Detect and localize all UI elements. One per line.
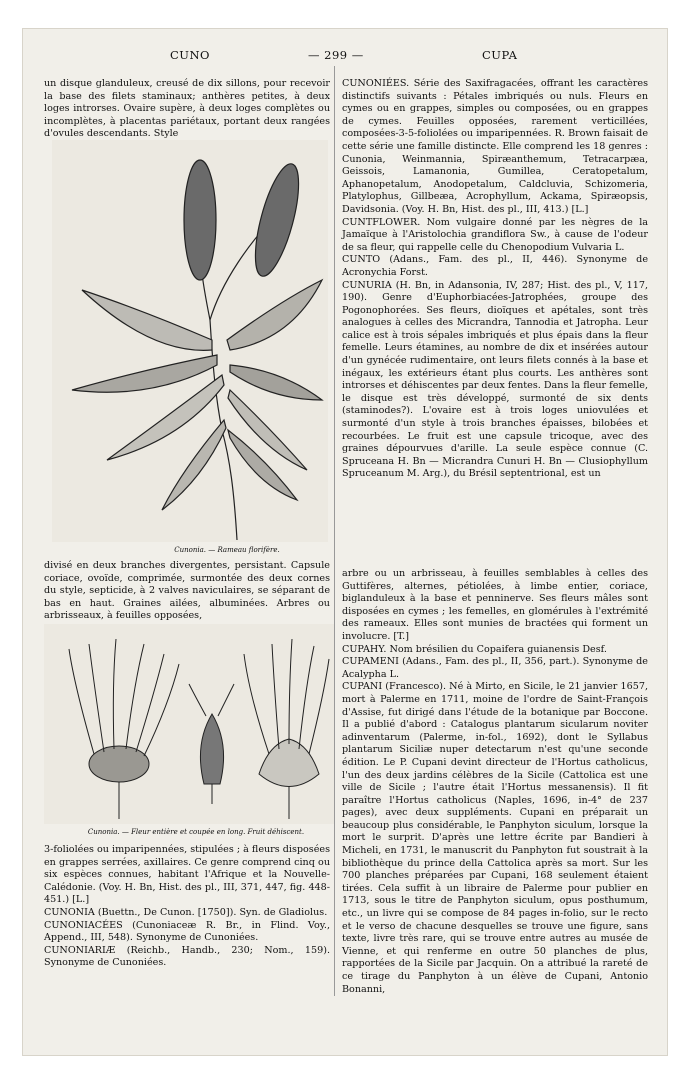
flower-illustration <box>44 624 334 824</box>
branch-illustration <box>52 140 328 542</box>
figure2-caption: Cunonia. — Fleur entière et coupée en long. Fruit déhiscent. <box>87 828 305 836</box>
book-page <box>22 28 668 1056</box>
left-top-text: un disque glanduleux, creusé de dix sillons, pour recevoir la base des filets staminaux; anthères petites, à deux loges introrses. Ovaire supère, à deux loges complètes ou incomplètes, à placentas pariétaux, portant deux rangées d'ovules descendants. Style <box>44 78 330 140</box>
figure1-caption: Cunonia. — Rameau florifère. <box>174 546 280 554</box>
left-bottom-text: 3-foliolées ou imparipennées, stipulées ; à fleurs disposées en grappes serrées, axillaires. Ce genre comprend cinq ou six espèces connues, habitant l'Afrique et la Nouvelle-Calédonie. (Voy. H. Bn, Hist. des pl., III, 371, 447, fig. 448-451.) [L.] CUNONIA (Buettn., De Cunon. [1750]). Syn. de Gladiolus. CUNONIACÉES (Cunoniaceæ R. Br., in Flind. Voy., Append., III, 548). Synonyme de Cunoniées. CUNONIARIÆ (Reichb., Handb., 230; Nom., 159). Synonyme de Cunoniées. <box>44 844 330 969</box>
running-header <box>22 48 668 66</box>
header-left: CUNO <box>170 48 210 62</box>
right-top-text: CUNONIÉES. Série des Saxifragacées, offrant les caractères distinctifs suivants : Pétales imbriqués ou nuls. Fleurs en cymes ou en grappes, simples ou composées, ou en grappes de cymes. Feuilles opposées, rarement verticillées, composées-3-5-foliolées ou imparipennées. R. Brown faisait de cette série une famille distincte. Elle comprend les 18 genres : Cunonia, Weinmannia, Spiræanthemum, Tetracarpæa, Geissois, Lamanonia, Gumillea, Ceratopetalum, Aphanopetalum, Anodopetalum, Caldcluvia, Schizomeria, Platylophus, Gillbeæa, Acrophyllum, Ackama, Spiræopsis, Davidsonia. (Voy. H. Bn, Hist. des pl., III, 413.) [L.] CUNTFLOWER. Nom vulgaire donné par les nègres de la Jamaïque à l'Aristolochia grandiflora Sw., à cause de l'odeur de sa fleur, qui rappelle celle du Chenopodium Vulvaria L. CUNTO (Adans., Fam. des pl., II, 446). Synonyme de Acronychia Forst. CUNURIA (H. Bn, in Adansonia, IV, 287; Hist. des pl., V, 117, 190). Genre d'Euphorbiacées-Jatrophées, groupe des Pogonophorées. Ses fleurs, dioïques et apétales, sont très analogues à celles des Micrandra, Tannodia et Jatropha. Leur calice est à trois sépales imbriqués et plus épais dans la fleur femelle. Leurs étamines, au nombre de dix et insérées autour d'un gynécée rudimentaire, ont leurs filets connés à la base et inégaux, les extérieurs étant plus courts. Les anthères sont introrses et déhiscentes par deux fentes. Dans la fleur femelle, le disque est très développé, surmonté de six dents (staminodes?). L'ovaire est à trois loges uniovulées et surmonté d'un style à trois branches épaisses, bilobées et recourbées. Le fruit est une capsule tricoque, avec des graines dépourvues d'arille. La seule espèce connue (C. Spruceana H. Bn — Micrandra Cunuri H. Bn — Clusiophyllum Spruceanum M. Arg.), du Brésil septentrional, est un <box>342 78 649 480</box>
right-bottom-text: arbre ou un arbrisseau, à feuilles semblables à celles des Guttifères, alternes, pétiolées, à limbe entier, coriace, biglanduleux à la base et penninerve. Ses fleurs mâles sont disposées en cymes ; les femelles, en glomérules à l'extrémité des rameaux. Elles sont munies de bractées qui forment un involucre. [T.] CUPAHY. Nom brésilien du Copaifera guianensis Desf. CUPAMENI (Adans., Fam. des pl., II, 356, part.). Synonyme de Acalypha L. CUPANI (Francesco). Né à Mirto, en Sicile, le 21 janvier 1657, mort à Palerme en 1711, moine de l'ordre de Saint-François d'Assise, fut dirigé dans l'étude de la botanique par Boccone. Il a publié d'abord : Catalogus plantarum sicularum noviter adinventarum (Palerme, in-fol., 1692), dont le Syllabus plantarum Siciliæ nuper detectarum n'est qu'une seconde édition. Le P. Cupani devint directeur de l'Hortus catholicus, l'un des deux jardins célèbres de la Sicile (Cattolica est une ville de Sicile ; l'autre était l'Hortus messanensis). Il fit paraître l'Hortus catholicus (Naples, 1696, in-4° de 237 pages), avec deux suppléments. Cupani en préparait un beaucoup plus considérable, le Panphyton siculum, lorsque la mort le surprit. D'après une lettre écrite par Bandieri à Micheli, en 1731, le manuscrit du Panphyton fut soustrait à la bibliothèque du prince della Cattolica après sa mort. Sur les 700 planches préparées par Cupani, 168 seulement étaient tirées. Cela suffit à un libraire de Palerme pour publier en 1713, sous le titre de Panphyton siculum, opus posthumum, etc., un livre qui se compose de 84 pages in-folio, sur le recto et le verso de chacune desquelles se trouve une figure, sans texte, livre très rare, qui se trouve entre autres au musée de Vienne, et qui renferme en outre 50 planches de plus, rapportées de la Sicile par Jacquin. On a attribué la rareté de ce tirage du Panphyton à un élève de Cupani, Antonio Bonanni, <box>342 568 648 995</box>
header-right: CUPA <box>482 48 518 62</box>
page-number: — 299 — <box>308 48 364 62</box>
figure-flower-details <box>44 624 334 824</box>
left-mid-text: divisé en deux branches divergentes, persistant. Capsule coriace, ovoïde, comprimée, surmontée des deux cornes du style, septicide, à 2 valves naviculaires, se séparant de bas en haut. Graines ailées, albuminées. Arbres ou arbrisseaux, à feuilles opposées, <box>44 560 330 622</box>
column-divider <box>334 66 335 996</box>
figure-flowering-branch <box>52 140 328 542</box>
